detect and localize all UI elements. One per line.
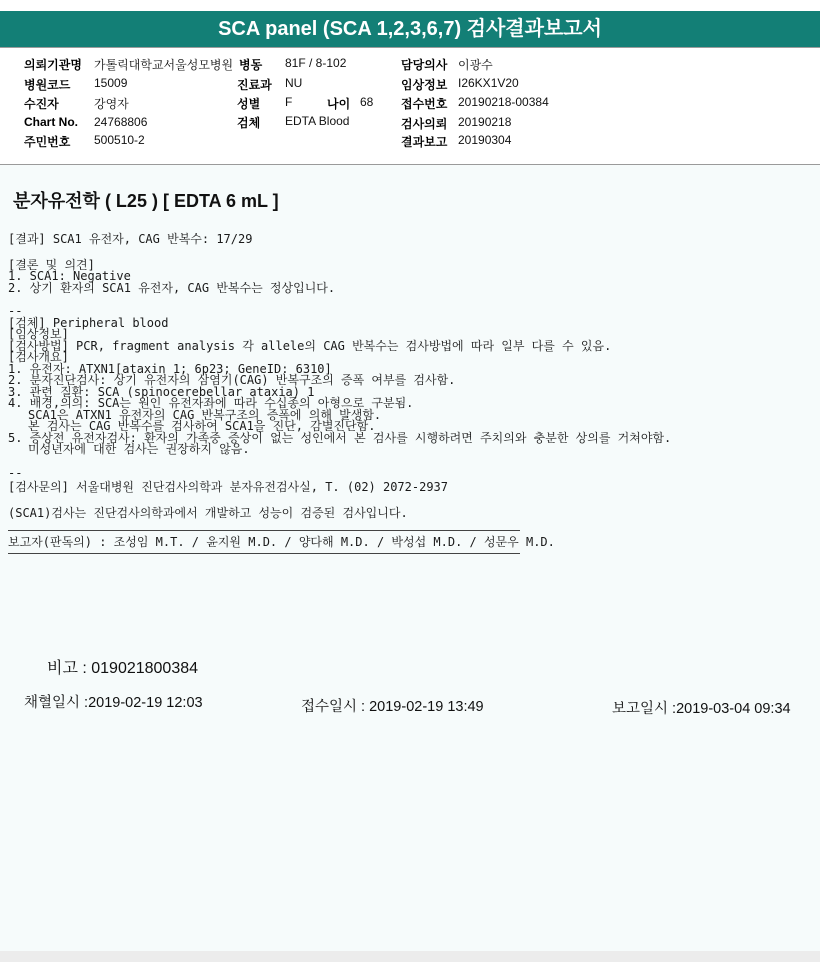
institution-label: 의뢰기관명 <box>24 58 82 72</box>
physician-label: 담당의사 <box>401 58 448 72</box>
chart-no-value: 24768806 <box>94 115 148 129</box>
clinical-info-label: 임상정보 <box>401 78 448 92</box>
clinical-info-line: [임상정보] <box>8 327 69 341</box>
request-date-value: 20190218 <box>458 115 512 129</box>
department-label: 진료과 <box>237 78 272 92</box>
overview-line: 본 검사는 CAG 반복수를 검사하여 SCA1을 진단, 감별진단함. <box>28 419 376 433</box>
patient-value: 강영자 <box>94 97 129 111</box>
collection-datetime: 채혈일시 :2019-02-19 12:03 <box>24 695 203 711</box>
receipt-datetime: 접수일시 : 2019-02-19 13:49 <box>301 699 484 715</box>
report-date-label: 결과보고 <box>401 135 448 149</box>
sex-value: F <box>285 95 293 109</box>
sex-label: 성별 <box>237 97 261 111</box>
physician-value: 이광수 <box>458 58 493 72</box>
hospital-code-label: 병원코드 <box>24 78 71 92</box>
result-line: [결과] SCA1 유전자, CAG 반복수: 17/29 <box>8 232 253 246</box>
conclusion-line: 2. 상기 환자의 SCA1 유전자, CAG 반복수는 정상입니다. <box>8 280 336 295</box>
developed-line: (SCA1)검사는 진단검사의학과에서 개발하고 성능이 검증된 검사입니다. <box>8 506 408 520</box>
method-line: [검사방법] PCR, fragment analysis 각 allele의 CAG 반복수는 검사방법에 따라 일부 다를 수 있음. <box>8 338 612 353</box>
specimen-label: 검체 <box>237 116 261 130</box>
report-datetime: 보고일시 :2019-03-04 09:34 <box>612 701 791 717</box>
conclusion-heading: [결론 및 의견] <box>8 257 95 272</box>
ward-value: 81F / 8-102 <box>285 56 347 70</box>
overview-line: 3. 관련 질환: SCA (spinocerebellar ataxia) 1 <box>8 384 315 399</box>
resident-no-value: 500510-2 <box>94 133 145 147</box>
resident-no-label: 주민번호 <box>24 135 71 149</box>
age-label: 나이 <box>327 97 351 111</box>
patient-info-panel <box>0 48 820 165</box>
request-date-label: 검사의뢰 <box>401 117 448 131</box>
overview-line: 4. 배경,의의: SCA는 원인 유전자좌에 따라 수십종의 아형으로 구분됨. <box>8 396 414 410</box>
section-title: 분자유전학 ( L25 ) [ EDTA 6 mL ] <box>13 191 279 211</box>
institution-value: 가톨릭대학교서울성모병원 <box>94 58 234 72</box>
receipt-no-value: 20190218-00384 <box>458 95 549 109</box>
clinical-info-value: I26KX1V20 <box>458 76 519 90</box>
specimen-line: [검체] Peripheral blood <box>8 315 169 330</box>
overview-line: SCA1은 ATXN1 유전자의 CAG 반복구조의 증폭에 의해 발생함. <box>28 407 382 422</box>
report-title: SCA panel (SCA 1,2,3,6,7) 검사결과보고서 <box>218 18 602 40</box>
patient-label: 수진자 <box>24 97 59 111</box>
department-value: NU <box>285 76 303 90</box>
note: 비고 : 019021800384 <box>47 660 199 677</box>
overview-line: 2. 분자진단검사: 상기 유전자의 삼염기(CAG) 반복구조의 증폭 여부를 검사함. <box>8 373 456 387</box>
reporters-line: 보고자(판독의) : 조성임 M.T. / 윤지원 M.D. / 양다해 M.D. / 박성섭 M.D. / 성문우 M.D. <box>8 535 555 549</box>
overview-line: 미성년자에 대한 검사는 권장하지 않음. <box>28 442 250 456</box>
separator: -- <box>8 465 23 480</box>
receipt-no-label: 접수번호 <box>401 97 448 111</box>
age-value: 68 <box>360 95 374 109</box>
overview-line: 1. 유전자: ATXN1[ataxin 1; 6p23; GeneID: 6310] <box>8 361 332 376</box>
specimen-value: EDTA Blood <box>285 114 350 128</box>
report-date-value: 20190304 <box>458 133 512 147</box>
divider-line <box>8 553 520 554</box>
separator: -- <box>8 304 23 318</box>
bottom-strip <box>0 951 820 962</box>
conclusion-line: 1. SCA1: Negative <box>8 269 131 283</box>
hospital-code-value: 15009 <box>94 76 128 90</box>
overview-heading: [검사개요] <box>8 350 69 364</box>
chart-no-label: Chart No. <box>24 115 78 129</box>
report-header <box>0 11 820 47</box>
ward-label: 병동 <box>239 58 263 72</box>
overview-line: 5. 증상전 유전자검사: 환자의 가족중 증상이 없는 성인에서 본 검사를 시행하려면 주치의와 충분한 상의를 거쳐야함. <box>8 430 672 445</box>
inquiry-line: [검사문의] 서울대병원 진단검사의학과 분자유전검사실, T. (02) 2072-2937 <box>8 480 449 494</box>
report-body <box>0 165 820 951</box>
report-text <box>8 234 813 557</box>
divider-line <box>8 530 520 531</box>
